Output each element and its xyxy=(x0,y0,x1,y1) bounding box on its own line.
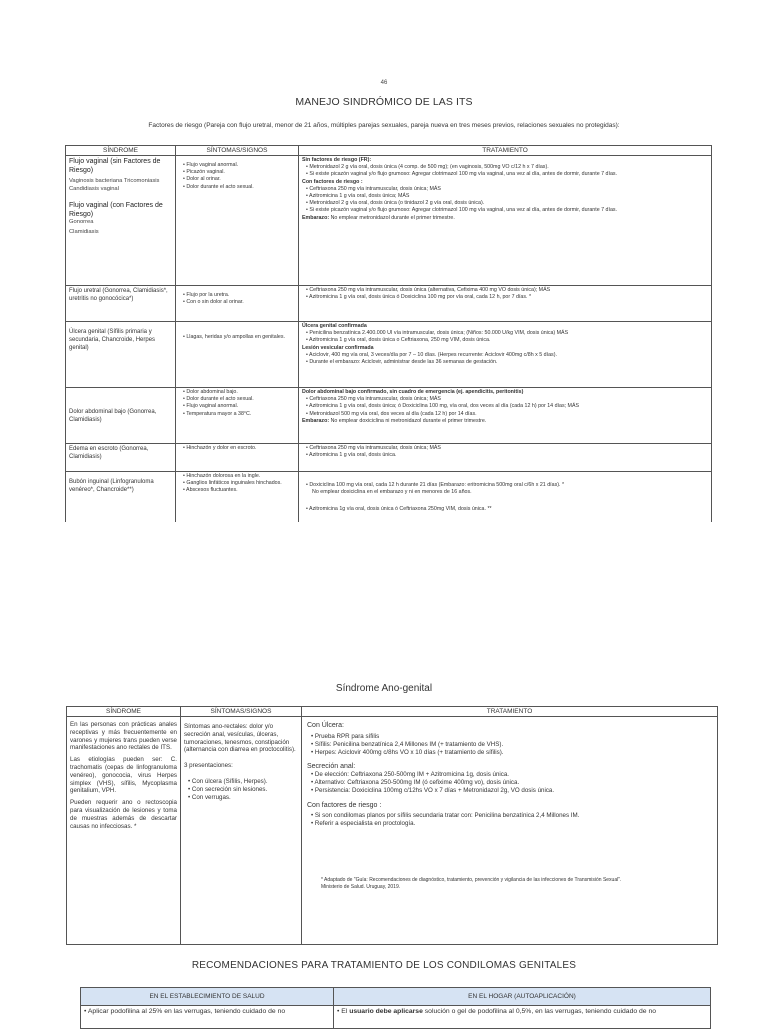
treatment-heading: Dolor abdominal bajo confirmado, sin cuadro de emergencia (ej. apendicitis, peritonitis) xyxy=(302,389,524,395)
treatment-item: • Persistencia: Doxiciclina 100mg c/12hs VO x 7 días + Metronidazol 2g, VO dosis única. xyxy=(311,786,555,794)
symptom-item: • Flujo vaginal anormal. xyxy=(183,403,239,410)
symptoms-cell xyxy=(176,388,299,444)
symptom-item: • Picazón vaginal. xyxy=(183,169,225,176)
table-row xyxy=(66,388,712,444)
symptom-item: • Llagas, heridas y/o ampollas en genitales. xyxy=(183,334,285,340)
page-number: 46 xyxy=(380,80,388,86)
symptoms-cell xyxy=(181,717,302,945)
treatment-cell xyxy=(299,444,712,472)
treatment-note xyxy=(302,418,708,425)
treatment-item: No emplear doxiciclina en el embarazo y ni en menores de 16 años. xyxy=(312,489,472,496)
treatment-item: • Azitromicina 1g vía oral, dosis única ó Ceftriaxona 250mg VIM, dosis única. ** xyxy=(306,506,492,513)
column-header-treatment: TRATAMIENTO xyxy=(302,707,718,717)
symptom-item: • Dolor al orinar. xyxy=(183,176,221,183)
syndrome-cell xyxy=(66,322,176,388)
table-row xyxy=(67,717,718,945)
condilomas-table xyxy=(80,987,711,1029)
syndrome-name: Flujo vaginal (sin Factores de Riesgo) xyxy=(69,158,161,174)
symptom-item: • Flujo vaginal anormal. xyxy=(183,162,239,168)
treatment-item: • Si existe picazón vaginal y/o flujo grumoso: Agregar clotrimazol 100 mg vía vaginal, una vez al día, antes de dormir, durante 7 días. xyxy=(306,171,618,178)
column-header-syndrome: SÍNDROME xyxy=(66,146,176,156)
syndrome-cell xyxy=(66,156,176,286)
treatment-cell xyxy=(299,388,712,444)
syndrome-name: Flujo vaginal (con Factores de Riesgo) xyxy=(69,202,163,218)
table-row xyxy=(81,1006,711,1029)
syndrome-name: Edema en escroto (Gonorrea, Clamidiasis) xyxy=(69,446,149,460)
page-title: MANEJO SINDRÓMICO DE LAS ITS xyxy=(295,96,473,108)
syndrome-cell xyxy=(66,286,176,322)
treatment-item: • Metronidazol 500 mg vía oral, dos veces al día (cada 12 h) por 14 días. xyxy=(306,410,477,417)
facility-cell: • Aplicar podofilina al 25% en las verrugas, teniendo cuidado de no xyxy=(81,1006,334,1029)
symptom-item: • Dolor durante el acto sexual. xyxy=(183,183,254,190)
treatment-note xyxy=(302,215,708,222)
treatment-item: • Alternativo: Ceftriaxona 250-500mg IM (ó cefixime 400mg vo), dosis única. xyxy=(311,779,520,787)
anogenital-table xyxy=(66,706,718,945)
treatment-cell xyxy=(302,717,718,945)
treatment-item: • Ceftriaxona 250 mg vía intramuscular, dosis única; MÁS xyxy=(306,396,441,403)
home-text: solución o gel de podofilina al 0,5%, en las verrugas, teniendo cuidado de no xyxy=(422,1008,657,1015)
treatment-item: • Azitromicina 1 g vía oral, dosis única; MÁS xyxy=(306,193,410,200)
syndrome-cell xyxy=(67,717,181,945)
treatment-cell xyxy=(299,286,712,322)
treatment-item: • Sífilis: Penicilina benzatínica 2,4 Millones IM (+ tratamiento de VHS). xyxy=(311,740,504,748)
syndrome-paragraph: Pueden requerir ano o rectoscopia para visualización de lesiones y toma de muestras además de descartar causas no infecciosas. * xyxy=(70,799,177,830)
symptom-item: • Dolor abdominal bajo. xyxy=(183,389,238,395)
symptom-item: • Con o sin dolor al orinar. xyxy=(183,299,244,306)
column-header-syndrome: SÍNDROME xyxy=(67,707,181,717)
home-text: • El xyxy=(337,1008,350,1015)
column-header-facility: EN EL ESTABLECIMIENTO DE SALUD xyxy=(81,988,334,1006)
column-header-symptoms: SÍNTOMAS/SIGNOS xyxy=(181,707,302,717)
syndrome-name: Úlcera genital (Sífilis primaria y secundaria, Chancroide, Herpes genital) xyxy=(69,329,156,351)
table-header-row xyxy=(66,146,712,156)
symptom-item: • Dolor durante el acto sexual. xyxy=(183,396,254,403)
symptom-item: • Abscesos fluctuantes. xyxy=(183,487,238,494)
syndrome-name: Bubón inguinal (Linfogranuloma venéreo*, Chancroide**) xyxy=(69,479,154,493)
syndrome-subtext: Clamidiasis xyxy=(69,228,99,235)
treatment-heading: Úlcera genital confirmada xyxy=(302,323,367,329)
syndrome-cell xyxy=(66,388,176,444)
symptom-item: • Con verrugas. xyxy=(188,793,231,801)
treatment-item: • Durante el embarazo: Aciclovir, administrar desde las 36 semanas de gestación. xyxy=(306,359,498,366)
symptom-item: • Ganglios linfáticos inguinales hinchados. xyxy=(183,480,282,487)
note-label: Embarazo: xyxy=(302,214,330,221)
treatment-item: • Ceftriaxona 250 mg vía intramuscular, dosis única (alternativa, Cefixima 400 mg VO dosis única); MÁS xyxy=(306,287,551,293)
treatment-cell xyxy=(299,156,712,286)
treatment-item: • Penicilina benzatínica 2.400.000 UI vía intramuscular, dosis única; (Niños: 50.000 U/kg VIM, dosis única) MÁS xyxy=(306,330,569,337)
treatment-item: • De elección: Ceftriaxona 250-500mg IM + Azitromicina 1g, dosis única. xyxy=(311,771,510,779)
syndrome-name: Dolor abdominal bajo (Gonorrea, Clamidiasis) xyxy=(69,408,157,423)
table-row xyxy=(66,156,712,286)
symptoms-cell xyxy=(176,322,299,388)
treatment-item: • Metronidazol 2 g vía oral, dosis única (o tinidazol 2 g vía oral, dosis única). xyxy=(306,200,485,207)
treatment-item: • Doxiciclina 100 mg vía oral, cada 12 h durante 21 días (Embarazo: eritromicina 500mg oral c/6h x 21 días). * xyxy=(306,482,565,488)
treatment-item: • Azitromicina 1 g vía oral, dosis única. xyxy=(306,452,397,459)
table-row xyxy=(66,286,712,322)
symptoms-cell xyxy=(176,444,299,472)
home-cell xyxy=(334,1006,711,1029)
table-header-row xyxy=(81,988,711,1006)
treatment-heading: Con factores de riesgo : xyxy=(302,178,363,185)
symptoms-paragraph: Síntomas ano-rectales: dolor y/o secreción anal, vesículas, úlceras, tumoraciones, tenesmos, constipación (alternancia con diarrea en proctocolitis). xyxy=(184,723,296,754)
note-label: Embarazo: xyxy=(302,417,330,424)
treatment-heading: Secreción anal: xyxy=(307,763,356,771)
treatment-item: • Metronidazol 2 g vía oral, dosis única (4 comp. de 500 mg); (en vaginosis, 500mg VO c/12 h x 7 días). xyxy=(306,164,549,171)
section-title-condilomas: RECOMENDACIONES PARA TRATAMIENTO DE LOS CONDILOMAS GENITALES xyxy=(191,960,577,971)
table-row xyxy=(66,444,712,472)
symptom-item: • Temperatura mayor a 38°C. xyxy=(183,410,252,417)
treatment-item: • Prueba RPR para sífilis xyxy=(311,733,380,740)
note-text: No emplear doxiciclina ni metronidazol durante el primer trimestre. xyxy=(329,417,487,424)
home-text-bold: usuario debe aplicarse xyxy=(349,1008,423,1015)
treatment-item: • Aciclovir, 400 mg vía oral, 3 veces/día por 7 – 10 días. (Herpes recurrente: Aciclovir 400mg c/8h x 5 días). xyxy=(306,351,557,358)
treatment-item: • Referir a especialista en proctología. xyxy=(311,819,416,827)
footnote: * Adaptado de "Guía: Recomendaciones de diagnóstico, tratamiento, prevención y vigilancia de las infecciones de Transmisión Sexual". Ministerio de Salud. Uruguay, 2019. xyxy=(321,877,622,890)
treatment-item: • Azitromicina 1 g vía oral, dosis única ó Doxiciclina 100 mg por vía oral, cada 12 h, por 7 días. * xyxy=(306,294,532,301)
treatment-item: • Azitromicina 1 g vía oral, dosis única o Ceftriaxona, 250 mg VIM, dosis única. xyxy=(306,337,491,344)
table-row xyxy=(66,322,712,388)
note-text: No emplear metronidazol durante el primer trimestre. xyxy=(329,214,455,221)
symptom-item: • Flujo por la uretra. xyxy=(183,292,230,298)
syndrome-subtext: Gonorrea xyxy=(69,219,94,225)
treatment-heading: Con factores de riesgo : xyxy=(307,801,382,809)
symptom-item: • Con secreción sin lesiones. xyxy=(188,785,268,793)
treatment-item: • Si existe picazón vaginal y/o flujo grumoso: Agregar clotrimazol 100 mg vía vaginal, una vez al día, antes de dormir, durante 7 días. xyxy=(306,207,618,214)
symptom-item: • Hinchazón dolorosa en la ingle. xyxy=(183,473,261,479)
symptom-item: • Con úlcera (Sífilis, Herpes). xyxy=(188,777,268,785)
treatment-item: • Ceftriaxona 250 mg vía intramuscular, dosis única; MÁS xyxy=(306,445,441,451)
section-title-anogenital: Síndrome Ano-genital xyxy=(335,683,433,694)
treatment-item: • Herpes: Aciclovir 400mg c/8hs VO x 10 días (+ tratamiento de sífilis). xyxy=(311,748,504,756)
treatment-cell xyxy=(299,322,712,388)
symptom-item: • Hinchazón y dolor en escroto. xyxy=(183,445,257,451)
column-header-symptoms: SÍNTOMAS/SIGNOS xyxy=(176,146,299,156)
syndrome-name: Flujo uretral (Gonorrea, Clamidiasis*, uretritis no gonocócica*) xyxy=(69,288,168,302)
column-header-home: EN EL HOGAR (AUTOAPLICACIÓN) xyxy=(334,988,711,1006)
its-syndromic-table xyxy=(65,145,712,532)
treatment-heading: Con Úlcera: xyxy=(307,722,344,729)
symptoms-cell xyxy=(176,286,299,322)
table-header-row xyxy=(67,707,718,717)
symptoms-cell xyxy=(176,156,299,286)
treatment-item: • Azitromicina 1 g vía oral, dosis única; ó Doxiciclina 100 mg, vía oral, dos veces al día (cada 12 h) por 14 días; MÁS xyxy=(306,403,580,410)
syndrome-paragraph: Las etiologías pueden ser: C. trachomatis (cepas de linfogranuloma venéreo), gonococia, virus Herpes simplex (VHS), sífilis, Mycoplasma genitalium, VPH. xyxy=(70,756,177,795)
symptoms-paragraph: 3 presentaciones: xyxy=(184,762,233,770)
syndrome-subtext: Vaginosis bacteriana Tricomoniasis Candidiasis vaginal xyxy=(69,178,160,192)
page-cutoff xyxy=(60,522,720,532)
column-header-treatment: TRATAMIENTO xyxy=(299,146,712,156)
treatment-heading: Sin factores de riesgo (FR): xyxy=(302,157,372,163)
treatment-heading: Lesión vesicular confirmada xyxy=(302,344,374,351)
treatment-item: • Ceftriaxona 250 mg vía intramuscular, dosis única; MÁS xyxy=(306,185,441,192)
syndrome-paragraph: En las personas con prácticas anales receptivas y más frecuentemente en varones y mujeres trans pueden verse manifestaciones ano rectales de ITS. xyxy=(70,721,177,752)
treatment-item: • Si son condilomas planos por sífilis secundaria tratar con: Penicilina benzatínica 2,4 Millones IM. xyxy=(311,811,580,819)
risk-factors-text: Factores de riesgo (Pareja con flujo uretral, menor de 21 años, múltiples parejas sexuales, pareja nueva en tres meses previos, relaciones sexuales no protegidas): xyxy=(148,122,620,129)
syndrome-cell xyxy=(66,444,176,472)
